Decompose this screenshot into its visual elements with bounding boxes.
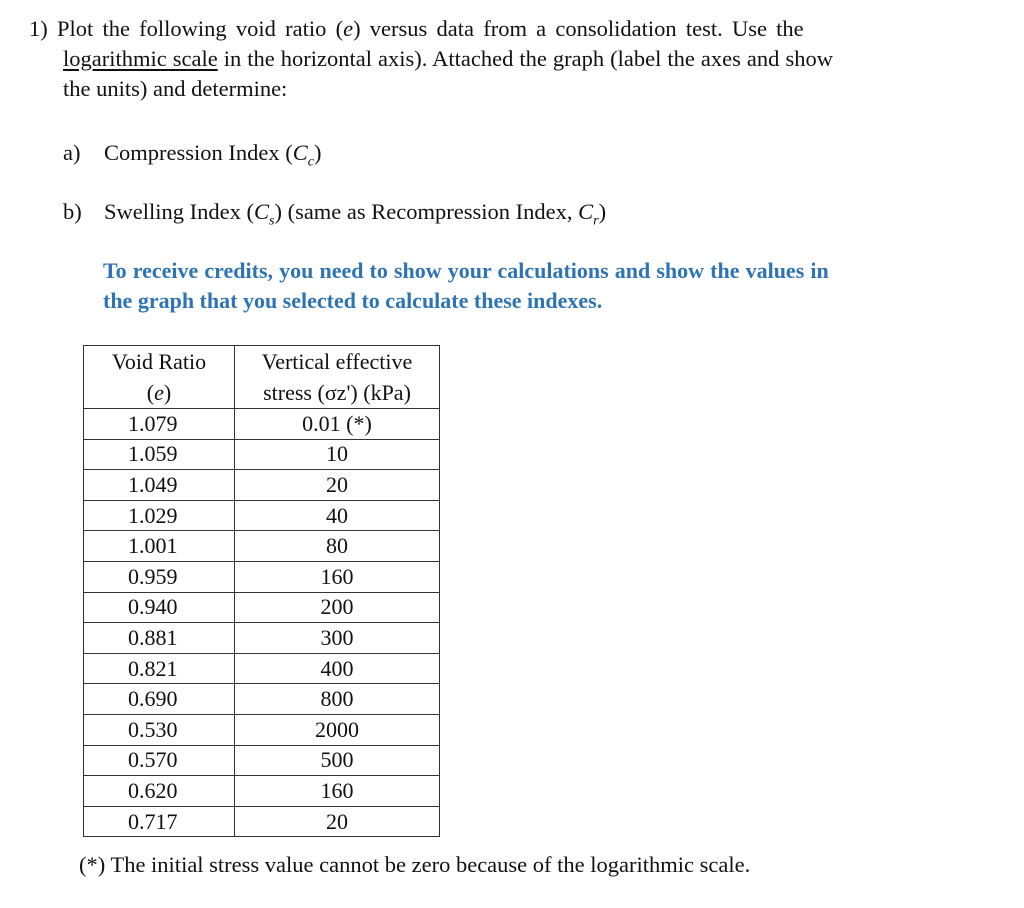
table-row xyxy=(84,561,440,592)
question-line-1 xyxy=(29,14,804,44)
table-body xyxy=(84,409,440,837)
void-ratio-header-open: ( xyxy=(146,380,155,405)
void-ratio-symbol: e xyxy=(343,16,354,41)
void-ratio-cell: 1.029 xyxy=(84,500,235,531)
void-ratio-cell: 0.940 xyxy=(84,592,235,623)
stress-cell: 160 xyxy=(235,776,440,807)
stress-cell: 400 xyxy=(235,653,440,684)
subquestion-b-middle: ) (same as Recompression Index, xyxy=(274,199,579,224)
void-ratio-cell: 0.959 xyxy=(84,561,235,592)
stress-cell: 20 xyxy=(235,806,440,837)
table-header-row xyxy=(84,346,440,409)
credit-note-line-1: To receive credits, you need to show your calculations and show the values in xyxy=(103,258,829,283)
credit-note-line-2: the graph that you selected to calculate these indexes. xyxy=(103,288,603,313)
stress-cell: 300 xyxy=(235,623,440,654)
void-ratio-cell: 1.049 xyxy=(84,470,235,501)
void-ratio-header-symbol: e xyxy=(154,380,164,405)
void-ratio-cell: 1.001 xyxy=(84,531,235,562)
stress-header xyxy=(235,346,440,409)
table-row xyxy=(84,592,440,623)
table-row xyxy=(84,531,440,562)
stress-cell: 40 xyxy=(235,500,440,531)
table-row xyxy=(84,470,440,501)
swelling-index-symbol: C xyxy=(253,199,269,224)
subquestion-a xyxy=(63,138,321,178)
subquestion-a-text: Compression Index ( xyxy=(104,140,293,165)
table-row xyxy=(84,745,440,776)
subquestion-b xyxy=(63,197,606,237)
void-ratio-cell: 0.570 xyxy=(84,745,235,776)
table-row xyxy=(84,653,440,684)
swelling-index-subscript: s xyxy=(269,213,275,229)
stress-cell: 2000 xyxy=(235,714,440,745)
void-ratio-header-line-1: Void Ratio xyxy=(111,349,207,374)
question-line-1-post: ) versus data from a consolidation test. Use the xyxy=(353,16,804,41)
stress-header-line-1: Vertical effective xyxy=(261,349,413,374)
stress-cell: 500 xyxy=(235,745,440,776)
void-ratio-cell: 0.881 xyxy=(84,623,235,654)
stress-header-line-2: stress (σz') (kPa) xyxy=(263,380,411,405)
subquestion-a-close: ) xyxy=(313,140,322,165)
compression-index-subscript: c xyxy=(307,154,314,170)
stress-cell: 200 xyxy=(235,592,440,623)
table-row xyxy=(84,439,440,470)
stress-cell: 10 xyxy=(235,439,440,470)
void-ratio-cell: 0.620 xyxy=(84,776,235,807)
table-row xyxy=(84,776,440,807)
table-row xyxy=(84,684,440,715)
subquestion-b-letter: b) xyxy=(63,199,82,224)
subquestion-a-letter: a) xyxy=(63,140,81,165)
question-line-2-post: in the horizontal axis). Attached the graph (label the axes and show xyxy=(217,46,833,71)
recompression-index-symbol: C xyxy=(578,199,594,224)
table-row xyxy=(84,714,440,745)
stress-cell: 160 xyxy=(235,561,440,592)
table-row xyxy=(84,623,440,654)
stress-cell: 80 xyxy=(235,531,440,562)
question-line-3: the units) and determine: xyxy=(63,76,288,101)
void-ratio-cell: 0.530 xyxy=(84,714,235,745)
logarithmic-scale-text: logarithmic scale xyxy=(63,46,218,71)
footnote: (*) The initial stress value cannot be zero because of the logarithmic scale. xyxy=(79,852,751,877)
table-row xyxy=(84,806,440,837)
void-ratio-cell: 0.690 xyxy=(84,684,235,715)
table-row xyxy=(84,409,440,440)
consolidation-data-table xyxy=(83,345,440,837)
void-ratio-header-line-2 xyxy=(84,377,234,408)
subquestion-b-close: ) xyxy=(598,199,607,224)
void-ratio-cell: 0.821 xyxy=(84,653,235,684)
void-ratio-header xyxy=(84,346,235,409)
question-line-2 xyxy=(63,44,833,74)
compression-index-symbol: C xyxy=(292,140,308,165)
stress-cell: 20 xyxy=(235,470,440,501)
subquestion-b-text: Swelling Index ( xyxy=(104,199,254,224)
void-ratio-cell: 1.059 xyxy=(84,439,235,470)
recompression-index-subscript: r xyxy=(593,213,599,229)
question-line-1-pre: 1) Plot the following void ratio ( xyxy=(29,16,344,41)
stress-cell: 800 xyxy=(235,684,440,715)
void-ratio-cell: 0.717 xyxy=(84,806,235,837)
table-row xyxy=(84,500,440,531)
void-ratio-cell: 1.079 xyxy=(84,409,235,440)
stress-cell: 0.01 (*) xyxy=(235,409,440,440)
void-ratio-header-close: ) xyxy=(163,380,172,405)
